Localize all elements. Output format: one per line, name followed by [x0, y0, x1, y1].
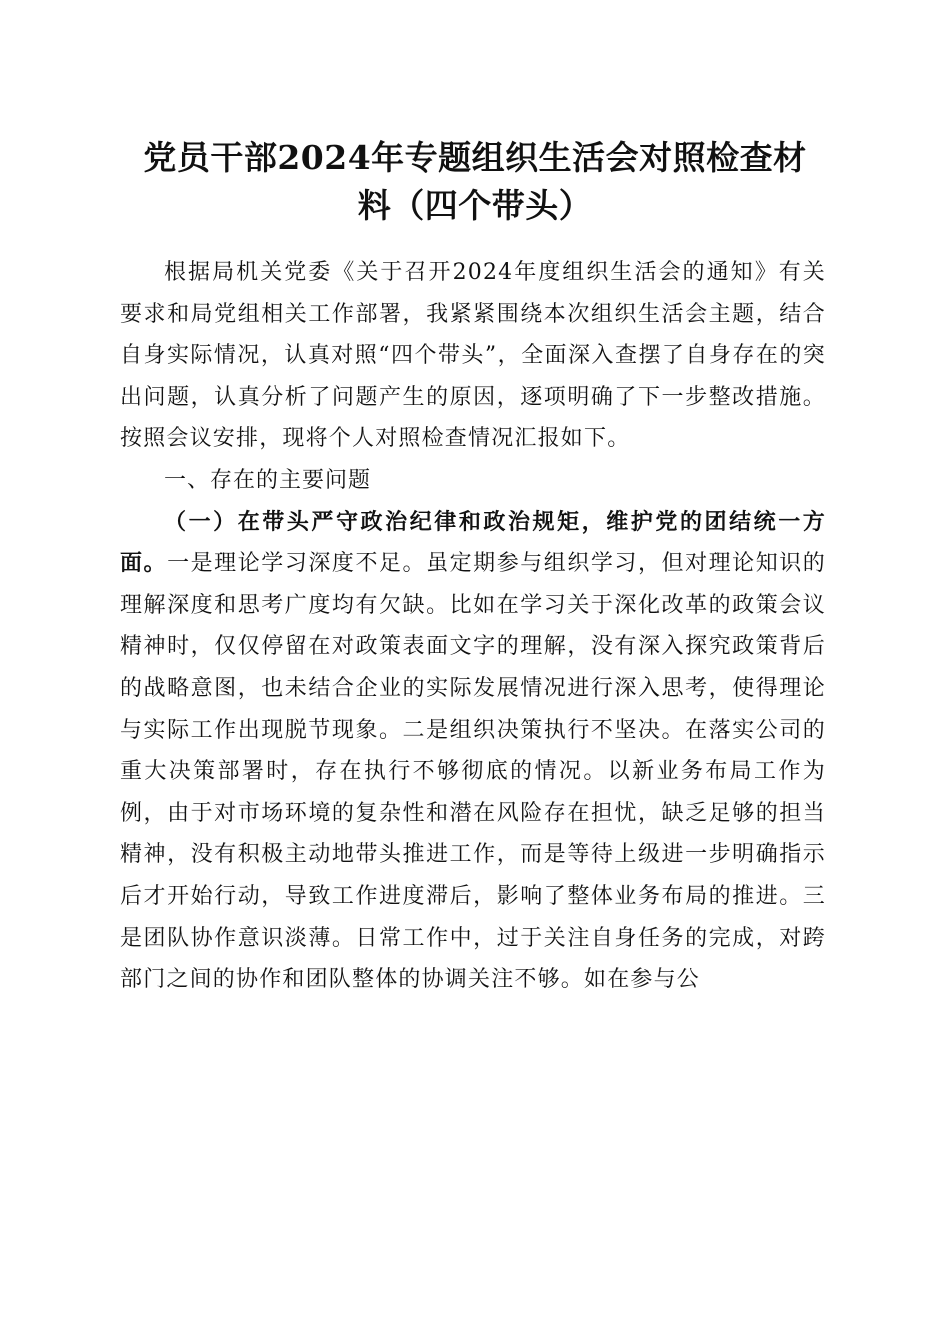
- subsection-paragraph-1: [120, 502, 826, 1001]
- subsection-body-1: 一是理论学习深度不足。虽定期参与组织学习，但对理论知识的理解深度和思考广度均有欠缺。比如在学习关于深化改革的政策会议精神时，仅仅停留在对政策表面文字的理解，没有深入探究政策背后的战略意图，也未结合企业的实际发展情况进行深入思考，使得理论与实际工作出现脱节现象。二是组织决策执行不坚决。在落实公司的重大决策部署时，存在执行不够彻底的情况。以新业务布局工作为例，由于对市场环境的复杂性和潜在风险存在担忧，缺乏足够的担当精神，没有积极主动地带头推进工作，而是等待上级进一步明确指示后才开始行动，导致工作进度滞后，影响了整体业务布局的推进。三是团队协作意识淡薄。日常工作中，过于关注自身任务的完成，对跨部门之间的协作和团队整体的协调关注不够。如在参与公: [120, 551, 826, 993]
- document-title: [120, 134, 830, 230]
- document-title-line-2: 料（四个带头）: [357, 186, 593, 225]
- section-heading-1: 一、存在的主要问题: [164, 467, 372, 493]
- document-title-line-1: 党员干部2024年专题组织生活会对照检查材: [143, 138, 807, 177]
- subsection-lead-1: （一）在带头严守政治纪律和政治规矩，维护党的团结统一方面。: [120, 508, 826, 577]
- intro-paragraph: 根据局机关党委《关于召开2024年度组织生活会的通知》有关要求和局党组相关工作部署，我紧紧围绕本次组织生活会主题，结合自身实际情况，认真对照“四个带头”，全面深入查摆了自身存在的突出问题，认真分析了问题产生的原因，逐项明确了下一步整改措施。按照会议安排，现将个人对照检查情况汇报如下。: [120, 260, 826, 452]
- document-body: [120, 252, 826, 1001]
